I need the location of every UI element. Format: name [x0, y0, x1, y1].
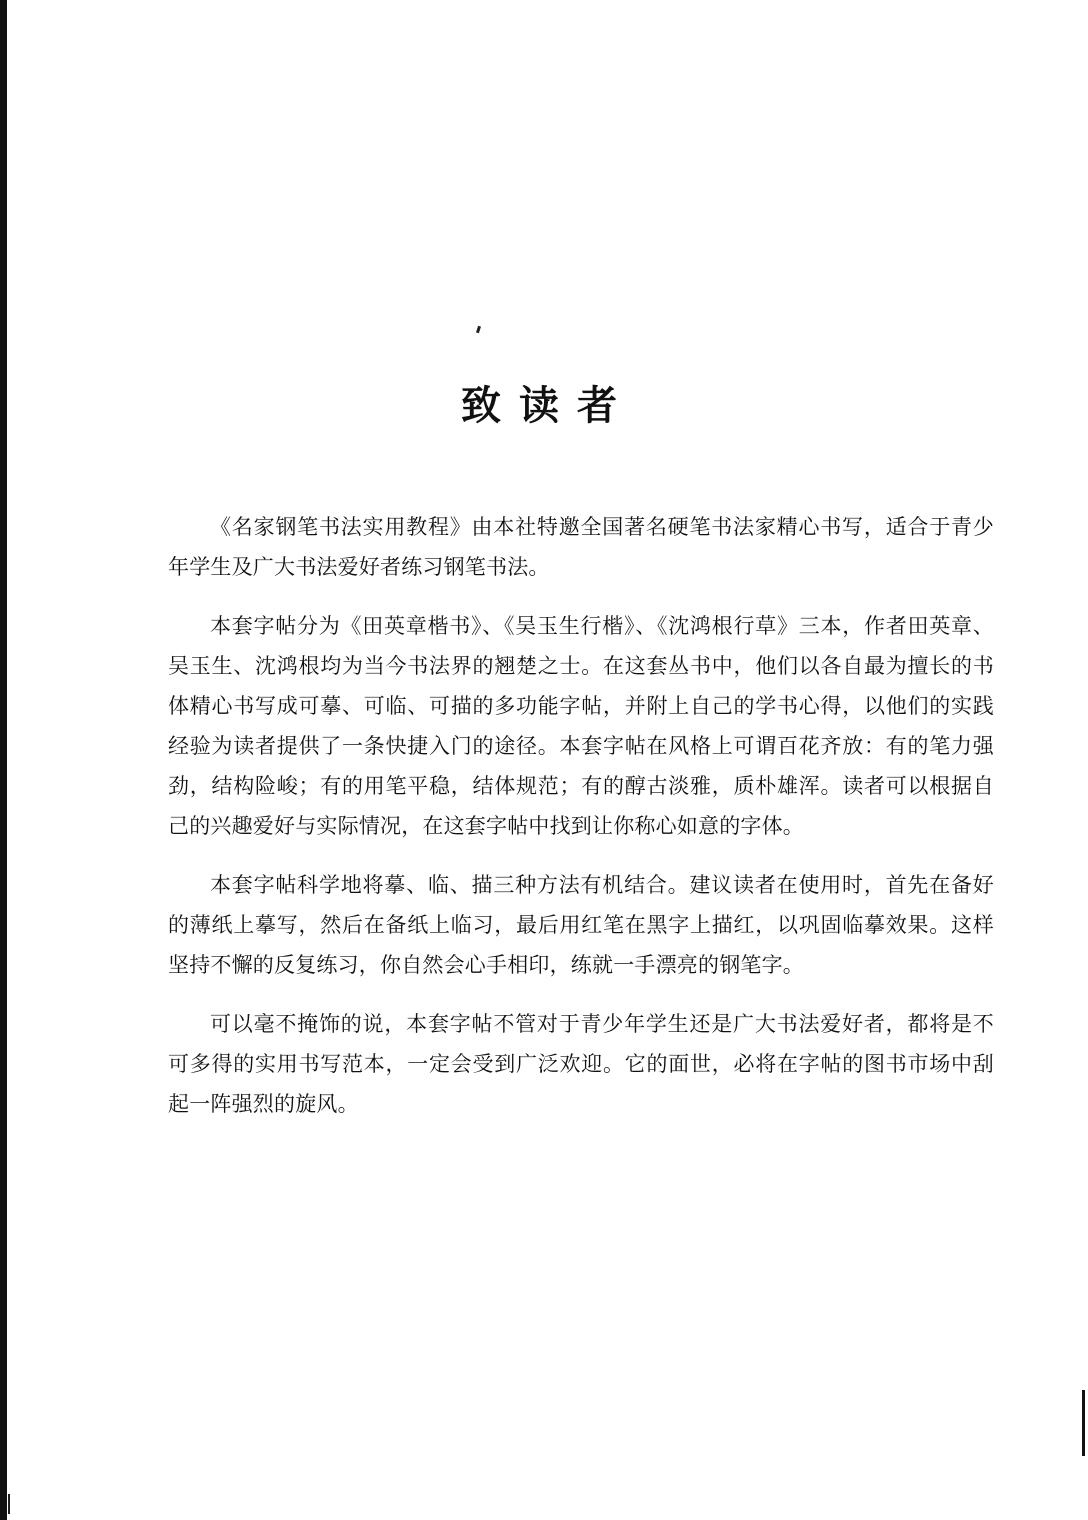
paragraph-4: 可以毫不掩饰的说，本套字帖不管对于青少年学生还是广大书法爱好者，都将是不可多得的实用书写范本，一定会受到广泛欢迎。它的面世，必将在字帖的图书市场中刮起一阵强烈的旋风。 [168, 1012, 994, 1116]
scan-right-mark [1082, 1390, 1085, 1456]
scan-speck [476, 326, 481, 334]
paragraph-1: 《名家钢笔书法实用教程》由本社特邀全国著名硬笔书法家精心书写，适合于青少年学生及广大书法爱好者练习钢笔书法。 [168, 515, 994, 579]
paragraph-3: 本套字帖科学地将摹、临、描三种方法有机结合。建议读者在使用时，首先在备好的薄纸上摹写，然后在备纸上临习，最后用红笔在黑字上描红，以巩固临摹效果。这样坚持不懈的反复练习，你自然会心手相印，练就一手漂亮的钢笔字。 [168, 873, 994, 977]
paragraph-2: 本套字帖分为《田英章楷书》、《吴玉生行楷》、《沈鸿根行草》三本，作者田英章、吴玉生、沈鸿根均为当今书法界的翘楚之士。在这套丛书中，他们以各自最为擅长的书体精心书写成可摹、可临、可描的多功能字帖，并附上自己的学书心得，以他们的实践经验为读者提供了一条快捷入门的途径。本套字帖在风格上可谓百花齐放：有的笔力强劲，结构险峻；有的用笔平稳，结体规范；有的醇古淡雅，质朴雄浑。读者可以根据自己的兴趣爱好与实际情况，在这套字帖中找到让你称心如意的字体。 [168, 614, 994, 838]
body-text [168, 507, 994, 1143]
scan-left-edge [0, 0, 7, 1520]
scan-bottom-mark [8, 1494, 10, 1514]
page-title: 致读者 [461, 381, 635, 429]
